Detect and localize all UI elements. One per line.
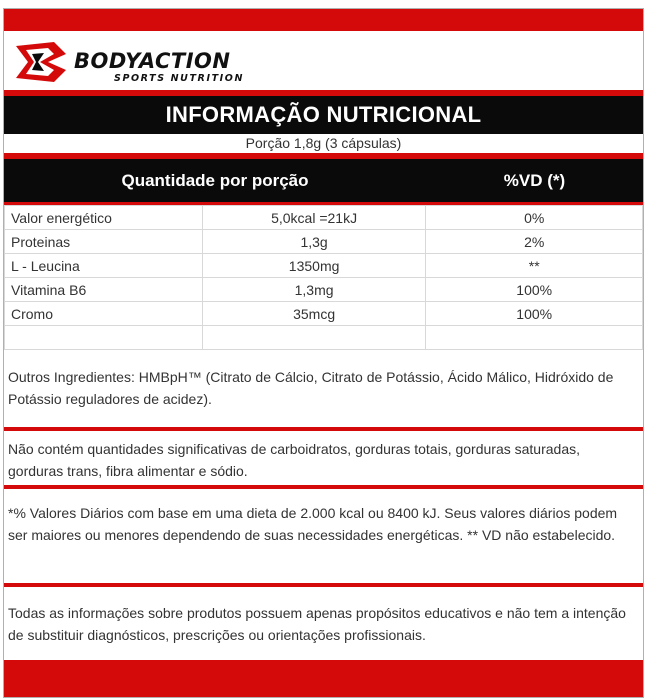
nutrient-daily-value: 100%: [426, 302, 643, 326]
header-daily-value: %VD (*): [503, 171, 566, 190]
nutrient-amount: 1350mg: [202, 254, 426, 278]
table-row: [5, 230, 643, 254]
portion-size: Porção 1,8g (3 cápsulas): [245, 135, 402, 151]
brand-logo: [14, 40, 254, 88]
nutrient-amount: 1,3g: [202, 230, 426, 254]
section-divider: [4, 583, 643, 587]
nutrient-daily-value: 100%: [426, 278, 643, 302]
table-row: [5, 206, 643, 230]
section-divider: [4, 427, 643, 431]
nutrient-name: Cromo: [5, 302, 203, 326]
nutrient-name: [5, 326, 203, 350]
nutrient-amount: 35mcg: [202, 302, 426, 326]
table-row: [5, 254, 643, 278]
not-significant-note: Não contém quantidades significativas de carboidratos, gorduras totais, gorduras saturadas, gorduras trans, fibra alimentar e sódio.: [8, 441, 580, 479]
brand-tagline: SPORTS NUTRITION: [114, 73, 245, 84]
table-header: [4, 159, 643, 203]
table-row: [5, 278, 643, 302]
nutrient-name: Vitamina B6: [5, 278, 203, 302]
top-red-bar: [4, 9, 643, 31]
nutrient-name: L - Leucina: [5, 254, 203, 278]
header-quantity: Quantidade por porção: [121, 171, 309, 190]
brand-emblem-icon: [14, 40, 74, 84]
table-row: [5, 326, 643, 350]
page-title: INFORMAÇÃO NUTRICIONAL: [4, 96, 643, 134]
nutrient-daily-value: [426, 326, 643, 350]
disclaimer: Todas as informações sobre produtos possuem apenas propósitos educativos e não tem a intenção de substituir diagnósticos, prescrições ou orientações profissionais.: [8, 605, 626, 643]
table-row: [5, 302, 643, 326]
daily-values-note: *% Valores Diários com base em uma dieta de 2.000 kcal ou 8400 kJ. Seus valores diários podem ser maiores ou menores dependendo de suas necessidades energéticas. ** VD não estabelecido.: [8, 505, 618, 543]
nutrient-name: Valor energético: [5, 206, 203, 230]
nutrition-table: [4, 205, 643, 350]
section-divider: [4, 485, 643, 489]
brand-name: BODYACTION: [74, 49, 231, 73]
nutrient-name: Proteinas: [5, 230, 203, 254]
nutrient-amount: [202, 326, 426, 350]
nutrient-amount: 1,3mg: [202, 278, 426, 302]
other-ingredients: Outros Ingredientes: HMBpH™ (Citrato de Cálcio, Citrato de Potássio, Ácido Málico, Hidróxido de Potássio reguladores de acidez).: [8, 369, 614, 407]
nutrient-daily-value: **: [426, 254, 643, 278]
nutrient-daily-value: 2%: [426, 230, 643, 254]
bottom-red-bar: [4, 660, 643, 697]
nutrient-daily-value: 0%: [426, 206, 643, 230]
nutrient-amount: 5,0kcal =21kJ: [202, 206, 426, 230]
